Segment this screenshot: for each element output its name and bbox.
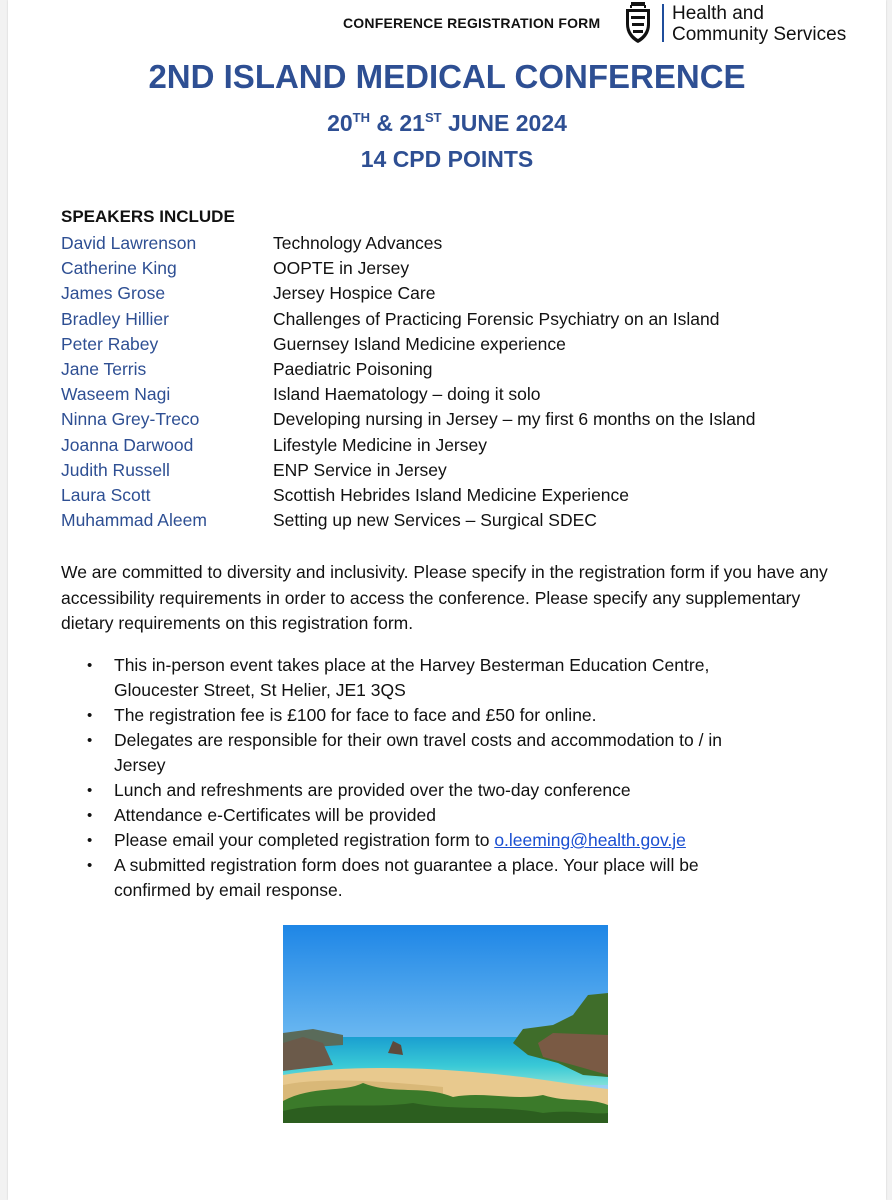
speaker-row (61, 307, 861, 332)
speaker-row (61, 433, 861, 458)
speaker-topic: Jersey Hospice Care (273, 283, 436, 304)
speaker-row (61, 382, 861, 407)
bullet-venue (8, 653, 764, 703)
registration-form-page (8, 0, 886, 1200)
speaker-row (61, 483, 861, 508)
speaker-topic: Technology Advances (273, 233, 443, 254)
brand-divider (662, 4, 664, 42)
bullet-text: Lunch and refreshments are provided over the two-day conference (114, 780, 631, 800)
bullet-icon: • (87, 732, 93, 749)
speaker-row (61, 458, 861, 483)
speaker-name: Joanna Darwood (61, 434, 194, 455)
bullet-email (8, 828, 764, 853)
bullet-text: Attendance e-Certificates will be provided (114, 805, 436, 825)
speaker-topic: Guernsey Island Medicine experience (273, 333, 566, 354)
speaker-row (61, 256, 861, 281)
speaker-name: Bradley Hillier (61, 308, 169, 329)
bullet-text: This in-person event takes place at the Harvey Besterman Education Centre, Gloucester Street, St Helier, JE1 3QS (114, 655, 710, 700)
speaker-name: Ninna Grey-Treco (61, 409, 200, 430)
speaker-row (61, 231, 861, 256)
date-day-2-suffix: ST (424, 110, 442, 125)
speaker-name: James Grose (61, 283, 166, 304)
date-month-year: JUNE 2024 (441, 110, 567, 136)
speaker-row (61, 357, 861, 382)
speaker-topic: Challenges of Practicing Forensic Psychiatry on an Island (273, 308, 720, 329)
date-day-1-suffix: TH (352, 110, 370, 125)
speaker-row (61, 508, 861, 533)
speaker-topic: Island Haematology – doing it solo (273, 384, 541, 405)
bullet-icon: • (87, 782, 93, 799)
speaker-topic: Lifestyle Medicine in Jersey (273, 434, 487, 455)
speaker-topic: Setting up new Services – Surgical SDEC (273, 510, 597, 531)
speaker-name: Catherine King (61, 258, 177, 279)
speaker-row (61, 332, 861, 357)
date-and: & (370, 110, 400, 136)
bullet-text: Please email your completed registration form to (114, 830, 495, 850)
speaker-name: Jane Terris (61, 359, 147, 380)
bullet-text: The registration fee is £100 for face to face and £50 for online. (114, 705, 597, 725)
conference-title: 2ND ISLAND MEDICAL CONFERENCE (148, 58, 746, 95)
date-day-1: 20 (327, 110, 353, 136)
speaker-name: Laura Scott (61, 484, 151, 505)
conference-dates (8, 110, 886, 137)
speaker-name: Judith Russell (61, 459, 170, 480)
diversity-statement: We are committed to diversity and inclusivity. Please specify in the registration form if you have any accessibility requirements in order to access the conference. Please specify any supplementary dietary requirements on this registration form. (61, 562, 828, 633)
email-link[interactable]: o.leeming@health.gov.je (494, 830, 686, 850)
speaker-name: Waseem Nagi (61, 384, 171, 405)
speaker-name: Muhammad Aleem (61, 510, 207, 531)
bullet-icon: • (87, 832, 93, 849)
beach-photo (283, 925, 608, 1123)
bullet-text: Delegates are responsible for their own travel costs and accommodation to / in Jersey (114, 730, 722, 775)
speaker-name: Peter Rabey (61, 333, 159, 354)
bullet-icon: • (87, 707, 93, 724)
bullet-certificates (8, 803, 764, 828)
brand-line-1: Health and (672, 3, 764, 24)
brand-line-2: Community Services (672, 24, 847, 45)
speaker-row (61, 407, 861, 432)
form-title: CONFERENCE REGISTRATION FORM (343, 15, 601, 31)
bullet-text: A submitted registration form does not guarantee a place. Your place will be confirmed by email response. (114, 855, 699, 900)
bullet-fee (8, 703, 764, 728)
speaker-row (61, 281, 861, 306)
bullet-travel (8, 728, 764, 778)
bullet-icon: • (87, 807, 93, 824)
speaker-topic: OOPTE in Jersey (273, 258, 410, 279)
info-bullet-list (8, 653, 886, 903)
date-day-2: 21 (399, 110, 425, 136)
speakers-heading: SPEAKERS INCLUDE (61, 207, 235, 226)
brand-name (672, 3, 846, 45)
cpd-points: 14 CPD POINTS (360, 146, 534, 172)
speaker-topic: Scottish Hebrides Island Medicine Experience (273, 484, 630, 505)
jersey-crest-icon (622, 2, 654, 44)
speaker-topic: ENP Service in Jersey (273, 459, 447, 480)
speaker-topic: Paediatric Poisoning (273, 359, 433, 380)
bullet-icon: • (87, 857, 93, 874)
speaker-list (61, 231, 861, 533)
bullet-guarantee (8, 853, 764, 903)
bullet-lunch (8, 778, 764, 803)
speaker-topic: Developing nursing in Jersey – my first 6 months on the Island (273, 409, 756, 430)
bullet-icon: • (87, 657, 93, 674)
speaker-name: David Lawrenson (61, 233, 197, 254)
